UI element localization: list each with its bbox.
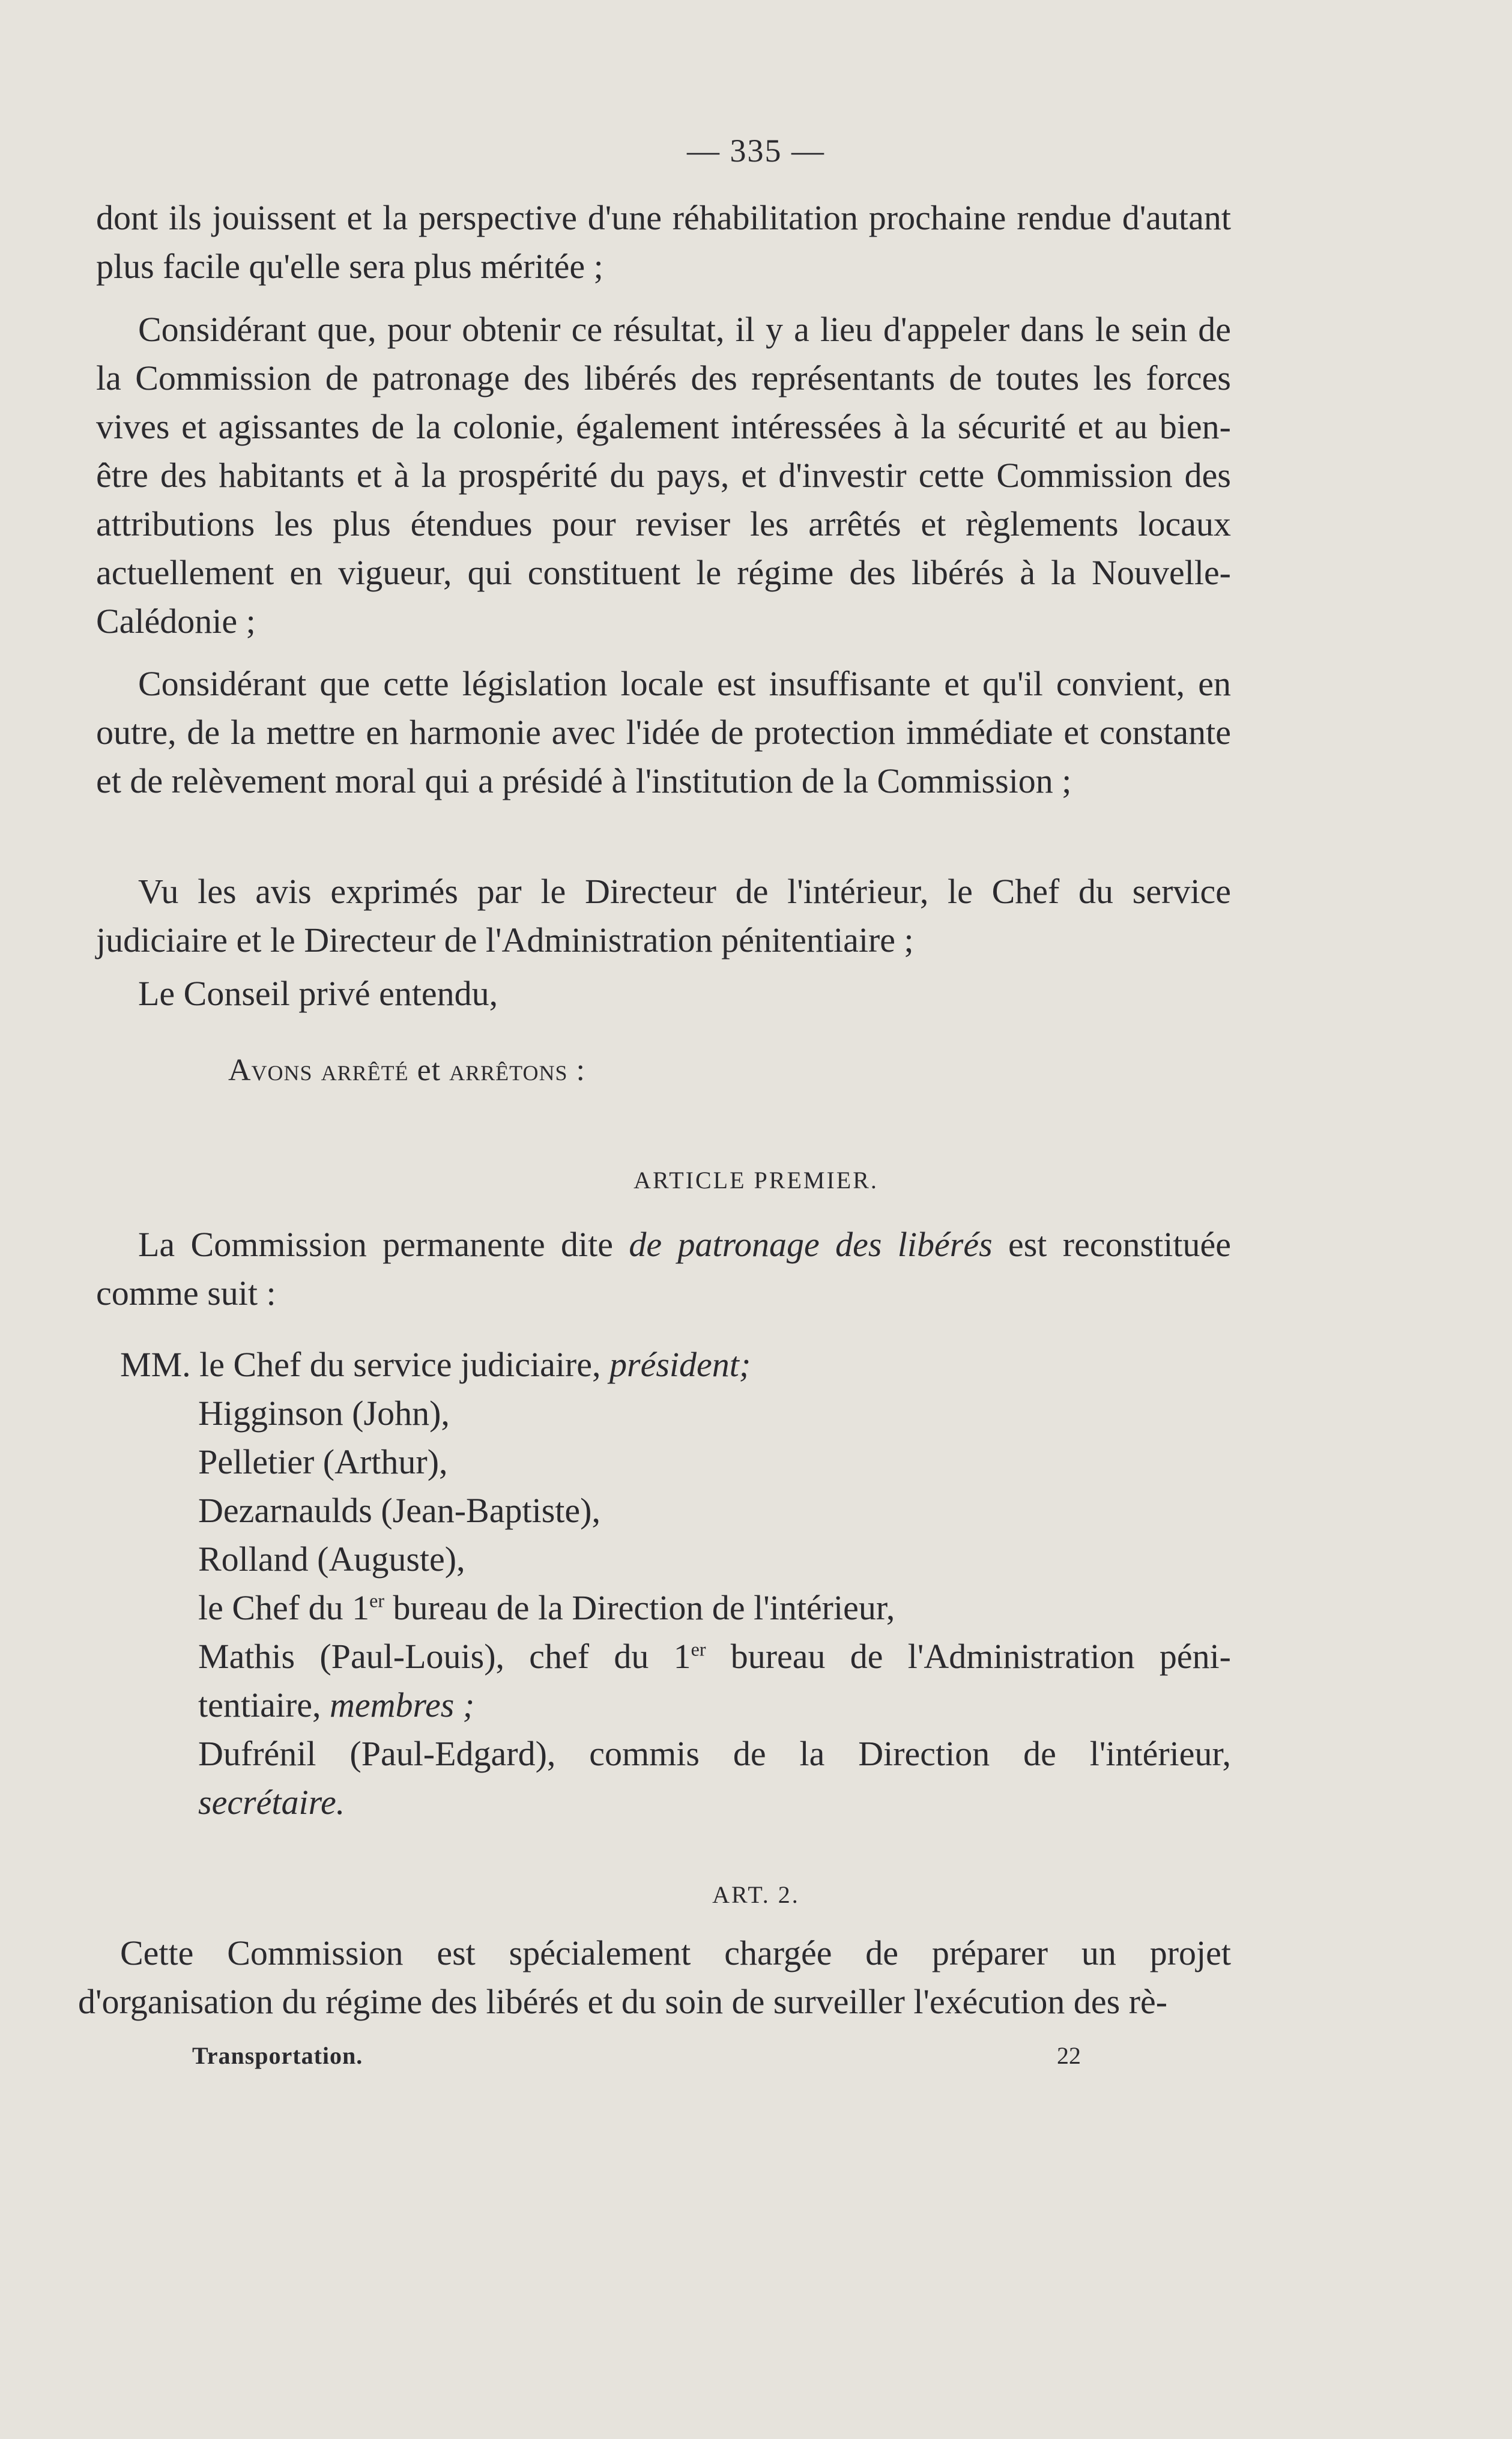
member-mathis-after: bureau de l'Administration péni- [706,1637,1231,1676]
member-line-pelletier: Pelletier (Arthur), [198,1442,448,1481]
paragraph-considerant-2 [96,659,1231,805]
member-chef-bureau-sup: er [369,1589,384,1612]
paragraph-conseil [96,969,1231,1018]
article-1-text-after: est reconstituée comme suit : [96,1225,1231,1313]
member-line-rolland: Rolland (Auguste), [198,1540,465,1579]
paragraph-continuation-text: dont ils jouissent et la perspective d'une réhabilitation prochaine rendue d'autant plus facile qu'elle sera plus méritée ; [96,198,1231,286]
member-mathis-sup: er [691,1638,706,1660]
article-2-text: Cette Commission est spécialement chargée de préparer un projet d'organisation du régime des libérés et du soin de surveiller l'exécution des rè- [78,1933,1231,2021]
footer-signature-title: Transportation. [192,2042,363,2069]
paragraph-vu-text: Vu les avis exprimés par le Directeur de l'intérieur, le Chef du service judiciaire et le Directeur de l'Administration pénitentiaire ; [96,872,1231,960]
paragraph-considerant-2-text: Considérant que cette législation locale est insuffisante et qu'il convient, en outre, de la mettre en harmonie avec l'idée de protection immédiate et constante et de relèvement moral qui a présidé à l'institution de la Commission ; [96,664,1231,800]
decree-et: et [417,1053,441,1087]
article-2-heading: ART. 2. [712,1881,800,1908]
member-president-role: président; [609,1345,751,1384]
article-1-text-before: La Commission permanente dite [138,1225,629,1264]
member-line-higginson: Higginson (John), [198,1394,450,1433]
decree-avons: Avons [228,1053,313,1087]
page-number: — 335 — [687,133,825,169]
member-line-president [120,1340,1231,1389]
member-chef-bureau-before: le Chef du 1 [198,1588,370,1627]
members-list [120,1340,1231,1827]
member-mathis-continued-text: tentiaire, [198,1685,330,1724]
member-president-text: le Chef du service judiciaire, [190,1345,609,1384]
member-line-mathis-continued [120,1681,1231,1729]
member-dufrenil-role: secrétaire. [198,1783,345,1822]
member-line-chef-bureau [120,1583,1231,1632]
member-chef-bureau-after: bureau de la Direction de l'intérieur, [384,1588,895,1627]
article-1-heading: ARTICLE PREMIER. [634,1167,878,1194]
article-2-paragraph [78,1929,1231,2026]
paragraph-continuation [96,193,1231,291]
members-mm: MM. [120,1345,191,1384]
paragraph-considerant-1-text: Considérant que, pour obtenir ce résultat, il y a lieu d'appeler dans le sein de la Commission de patronage des libérés des représentants de toutes les forces vives et agissantes de la colonie, également intéressées à la sécurité et au bien-être des habitants et à la prospérité du pays, et d'investir cette Commission des attributions les plus étendues pour reviser les arrêtés et règlements locaux actuellement en vigueur, qui constituent le régime des libérés à la Nouvelle-Calédonie ; [96,310,1231,641]
member-line-mathis [120,1632,1231,1681]
paragraph-vu [96,867,1231,964]
paragraph-considerant-1 [96,305,1231,645]
decree-formula [228,1053,585,1088]
member-line-dezarnaulds: Dezarnaulds (Jean-Baptiste), [198,1491,600,1530]
decree-arrete: arrêté [321,1053,409,1087]
paragraph-conseil-text: Le Conseil privé entendu, [138,974,498,1013]
member-mathis-before: Mathis (Paul-Louis), chef du 1 [198,1637,691,1676]
footer-signature-number: 22 [1057,2042,1081,2069]
decree-arretons: arrêtons : [449,1053,585,1087]
article-1-paragraph [96,1220,1231,1317]
article-1-text-italic: de patronage des libérés [629,1225,993,1264]
member-line-dufrenil: Dufrénil (Paul-Edgard), commis de la Direction de l'intérieur, [198,1734,1231,1773]
member-mathis-role: membres ; [330,1685,475,1724]
article-1-text [96,1220,1231,1317]
